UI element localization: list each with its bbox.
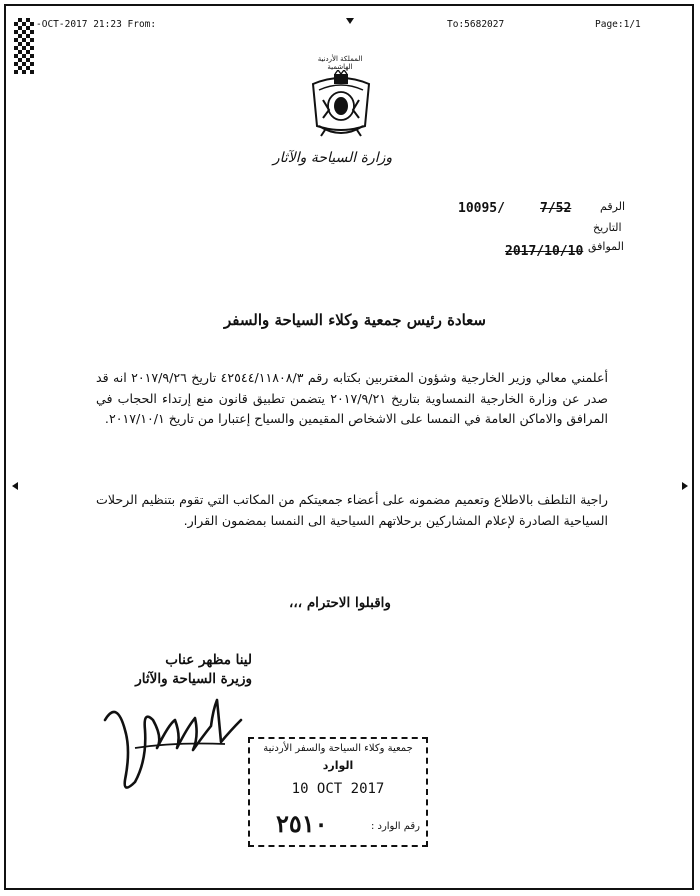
- handwritten-signature: [95, 690, 255, 800]
- stamp-organization: جمعية وكلاء السياحة والسفر الأردنية: [263, 743, 413, 754]
- date-label: التاريخ: [593, 221, 622, 234]
- fax-recipient: To:5682027: [447, 19, 505, 30]
- ministry-name: وزارة السياحة والآثار: [272, 150, 393, 166]
- crest-caption: المملكة الأردنية الهاشمية: [317, 55, 363, 71]
- fax-registration-mark: [14, 18, 34, 74]
- letter-paragraph-1: أعلمني معالي وزير الخارجية وشؤون المغتربين بكتابه رقم ٤٢٥٤٤/١١٨٠٨/٣ تاريخ ٢٠١٧/٩/٢٦ انه قد صدر عن وزارة الخارجية النمساوية بتاريخ ٢٠١٧/٩/٢١ يتضمن تطبيق قانون منع إرتداء الحجاب في المرافق والاماكن العامة في النمسا على الاشخاص المقيمين والسياح إعتبارا من تاريخ ٢٠١٧/١٠/١.: [96, 370, 609, 426]
- signatory-title: وزيرة السياحة والآثار: [135, 671, 252, 687]
- fold-mark-right-icon: [682, 482, 688, 490]
- fax-page-count: Page:1/1: [595, 19, 641, 30]
- stamp-incoming: الوارد: [322, 759, 354, 772]
- corresponding-date-label: الموافق: [588, 240, 624, 253]
- incoming-stamp: [248, 737, 428, 847]
- stamp-incoming-number: ٢٥١٠: [276, 809, 328, 838]
- reference-number-value: 10095/: [458, 201, 505, 216]
- reference-number-label: الرقم: [600, 200, 626, 213]
- fold-mark-icon: [346, 18, 354, 24]
- letter-paragraph-2: راجية التلطف بالاطلاع وتعميم مضمونه على أعضاء جمعيتكم من المكاتب التي تقوم بتنظيم الرحلات السياحية الصادرة لإعلام المشاركين برحلاتهم السياحية الى النمسا بمضمون القرار.: [96, 492, 608, 528]
- corresponding-date-value: 2017/10/10: [505, 244, 584, 259]
- signatory-name: لينا مظهر عناب: [165, 652, 252, 668]
- fax-date-time: -OCT-2017 21:23 From:: [36, 19, 157, 30]
- jordan-crest-icon: [305, 70, 377, 142]
- stamp-incoming-number-label: رقم الوارد :: [370, 821, 420, 832]
- letter-addressee: سعادة رئيس جمعية وكلاء السياحة والسفر: [224, 311, 486, 329]
- stamp-date: 10 OCT 2017: [291, 781, 385, 797]
- reference-number-struck: 7/52: [540, 201, 572, 216]
- fold-mark-left-icon: [12, 482, 18, 490]
- letter-closing: واقبلوا الاحترام ،،،: [289, 595, 391, 611]
